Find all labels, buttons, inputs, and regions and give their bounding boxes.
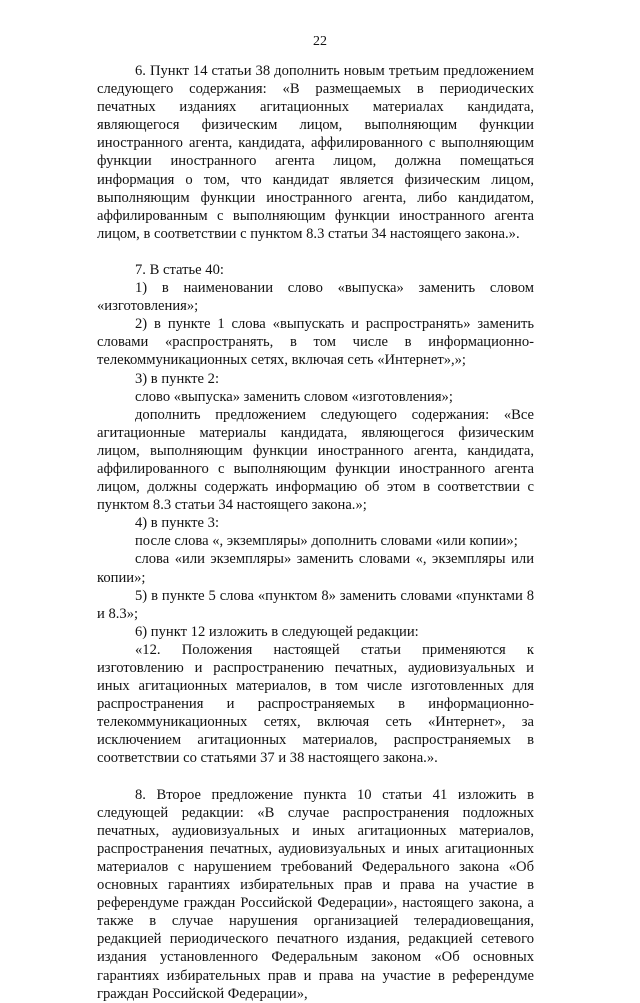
paragraph: дополнить предложением следующего содержания: «Все агитационные материалы кандидата, являющегося физическим лицом, выполняющим функции иностранного агента, кандидата, аффилированного с выполняющим функции иностранного агента лицом, должны содержать информацию об этом в соответствии с пунктом 8.3 статьи 34 настоящего закона.»; — [97, 406, 534, 514]
paragraph: 3) в пункте 2: — [135, 370, 220, 387]
paragraph: слово «выпуска» заменить словом «изготовления»; — [135, 388, 453, 405]
paragraph: слова «или экземпляры» заменить словами «, экземпляры или копии»; — [97, 551, 534, 586]
paragraph-spacer — [97, 243, 534, 261]
paragraph: 6. Пункт 14 статьи 38 дополнить новым третьим предложением следующего содержания: «В размещаемых в периодических печатных изданиях агитационных материалах кандидата, являющегося физическим лицом, выполняющим функции иностранного агента, кандидата, аффилированного с выполняющим функции иностранного агента лицом, должна помещаться информация о том, что кандидат является физическим лицом, выполняющим функции иностранного агента, либо кандидатом, аффилированным с выполняющим функции иностранного агента лицом, в соответствии с пунктом 8.3 статьи 34 настоящего закона.». — [97, 63, 534, 242]
paragraph: 8. Второе предложение пункта 10 статьи 41 изложить в следующей редакции: «В случае распространения подложных печатных, аудиовизуальных и иных агитационных материалов, распространения печатных, аудиовизуальных и иных агитационных материалов с нарушением требований Федерального закона «Об основных гарантиях избирательных прав и права на участие в референдуме граждан Российской Федерации», настоящего закона, а также в случае нарушения организацией телерадиовещания, редакцией периодического печатного издания, редакцией сетевого издания установленного Федеральным законом «Об основных гарантиях избирательных прав и права на участие в референдуме граждан Российской Федерации», — [97, 786, 534, 1002]
paragraph: 1) в наименовании слово «выпуска» заменить словом «изготовления»; — [97, 280, 534, 315]
paragraph: 7. В статье 40: — [135, 261, 224, 278]
paragraph-spacer — [97, 768, 534, 786]
document-body — [97, 62, 534, 1003]
page-number: 22 — [313, 34, 327, 49]
paragraph: после слова «, экземпляры» дополнить словами «или копии»; — [135, 533, 518, 550]
paragraph: 6) пункт 12 изложить в следующей редакции: — [135, 623, 419, 640]
paragraph: 5) в пункте 5 слова «пунктом 8» заменить словами «пунктами 8 и 8.3»; — [97, 587, 534, 622]
paragraph: 4) в пункте 3: — [135, 515, 220, 532]
paragraph: 2) в пункте 1 слова «выпускать и распространять» заменить словами «распространять, в том числе в информационно-телекоммуникационных сетях, включая сеть «Интернет»,»; — [97, 316, 534, 369]
paragraph: «12. Положения настоящей статьи применяются к изготовлению и распространению печатных, аудиовизуальных и иных агитационных материалов, в том числе изготовленных для распространения и распространяемых в информационно-телекоммуникационных сетях, включая сеть «Интернет», за исключением агитационных материалов, распространяемых в соответствии со статьями 37 и 38 настоящего закона.». — [97, 641, 534, 767]
